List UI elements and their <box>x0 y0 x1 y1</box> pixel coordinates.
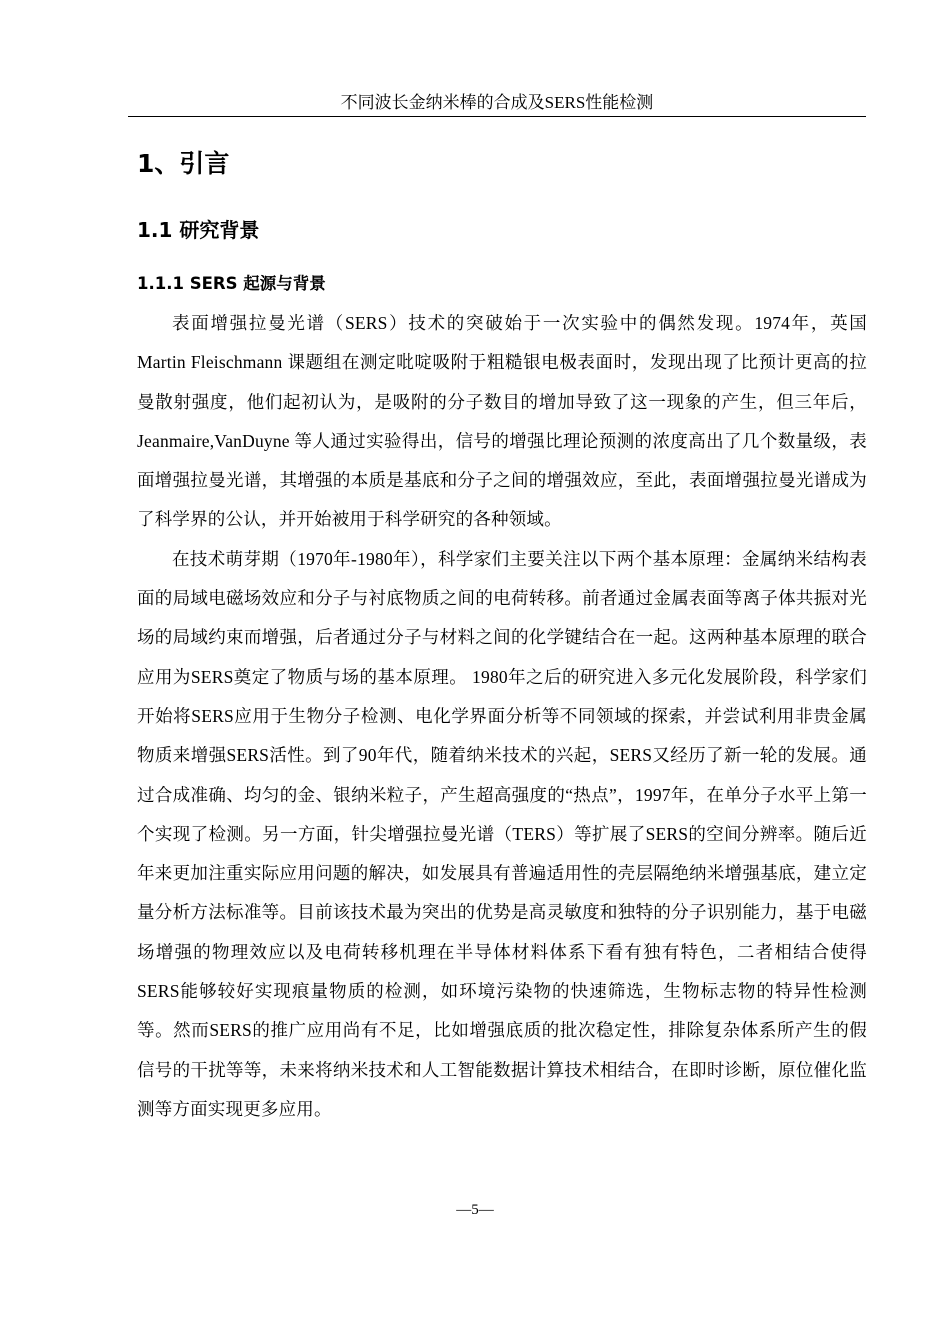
page-number: —5— <box>456 1202 494 1218</box>
section-title: 1.1 研究背景 <box>137 218 260 242</box>
chapter-title: 1、引言 <box>137 149 230 178</box>
paragraph: 表面增强拉曼光谱（SERS）技术的突破始于一次实验中的偶然发现。1974年，英国 Martin Fleischmann 课题组在测定吡啶吸附于粗糙银电极表面时，发现出现了比预计更高的拉曼散射强度，他们起初认为，是吸附的分子数目的增加导致了这一现象的产生，但三年后，Jeanmaire,VanDuyne 等人通过实验得出，信号的增强比理论预测的浓度高出了几个数量级，表面增强拉曼光谱，其增强的本质是基底和分子之间的增强效应，至此，表面增强拉曼光谱成为了科学界的公认，并开始被用于科学研究的各种领域。 <box>137 313 867 530</box>
body-text <box>137 304 867 1129</box>
subsection-title: 1.1.1 SERS 起源与背景 <box>137 274 326 293</box>
paragraph: 在技术萌芽期（1970年-1980年），科学家们主要关注以下两个基本原理：金属纳米结构表面的局域电磁场效应和分子与衬底物质之间的电荷转移。前者通过金属表面等离子体共振对光场的局域约束而增强，后者通过分子与材料之间的化学键结合在一起。这两种基本原理的联合应用为SERS奠定了物质与场的基本原理。 1980年之后的研究进入多元化发展阶段，科学家们开始将SERS应用于生物分子检测、电化学界面分析等不同领域的探索，并尝试利用非贵金属物质来增强SERS活性。到了90年代，随着纳米技术的兴起，SERS又经历了新一轮的发展。通过合成准确、均匀的金、银纳米粒子，产生超高强度的“热点”，1997年，在单分子水平上第一个实现了检测。另一方面，针尖增强拉曼光谱（TERS）等扩展了SERS的空间分辨率。随后近年来更加注重实际应用问题的解决，如发展具有普遍适用性的壳层隔绝纳米增强基底，建立定量分析方法标准等。目前该技术最为突出的优势是高灵敏度和独特的分子识别能力，基于电磁场增强的物理效应以及电荷转移机理在半导体材料体系下看有独有特色，二者相结合使得SERS能够较好实现痕量物质的检测，如环境污染物的快速筛选，生物标志物的特异性检测等。然而SERS的推广应用尚有不足，比如增强底质的批次稳定性，排除复杂体系所产生的假信号的干扰等等，未来将纳米技术和人工智能数据计算技术相结合，在即时诊断，原位催化监测等方面实现更多应用。 <box>137 548 867 1119</box>
header-rule <box>128 116 866 117</box>
running-header: 不同波长金纳米棒的合成及SERS性能检测 <box>340 93 654 112</box>
